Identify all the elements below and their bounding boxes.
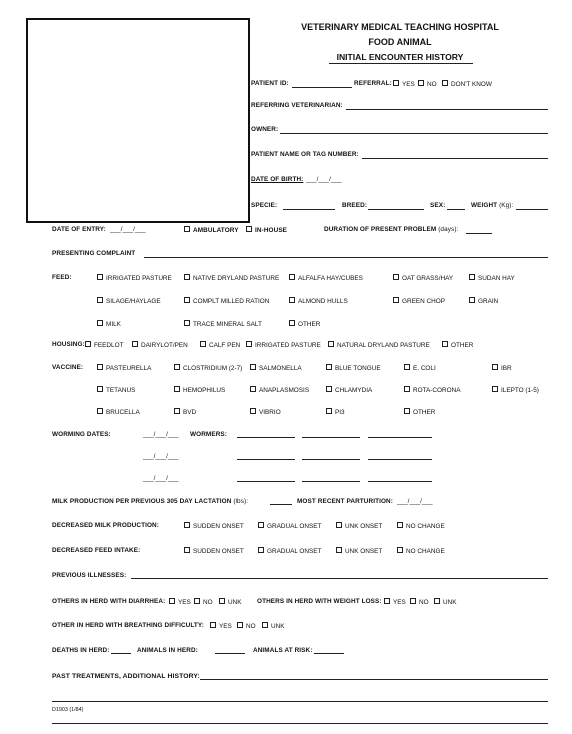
checkbox[interactable] bbox=[336, 547, 342, 553]
duration-label: DURATION OF PRESENT PROBLEM (days): bbox=[324, 226, 459, 233]
vaccine-option[interactable]: SALMONELLA bbox=[250, 364, 302, 372]
vaccine-option[interactable]: TETANUS bbox=[97, 386, 135, 394]
vaccine-option[interactable]: BVD bbox=[174, 408, 196, 416]
checkbox[interactable] bbox=[250, 386, 256, 392]
checkbox[interactable] bbox=[442, 341, 448, 347]
checkbox[interactable] bbox=[328, 341, 334, 347]
checkbox[interactable] bbox=[397, 547, 403, 553]
wormer-field[interactable] bbox=[302, 481, 360, 482]
form-code: D1903 (1/84) bbox=[52, 707, 84, 713]
housing-option[interactable]: NATURAL DRYLAND PASTURE bbox=[328, 341, 430, 349]
presenting-complaint-label: PRESENTING COMPLAINT bbox=[52, 250, 136, 257]
decreased-feed-option[interactable]: UNK ONSET bbox=[336, 547, 382, 555]
wormer-field[interactable] bbox=[368, 459, 432, 460]
checkbox[interactable] bbox=[97, 320, 103, 326]
vaccine-option[interactable]: CLOSTRIDIUM (2-7) bbox=[174, 364, 242, 372]
decreased-feed-option[interactable]: NO CHANGE bbox=[397, 547, 445, 555]
referral-no[interactable]: NO bbox=[418, 80, 437, 88]
wormer-field[interactable] bbox=[302, 437, 360, 438]
weight-loss-no[interactable]: NO bbox=[410, 598, 429, 606]
weight-loss-label: OTHERS IN HERD WITH WEIGHT LOSS: bbox=[257, 598, 382, 605]
breed-label: BREED: bbox=[342, 202, 368, 209]
feed-option[interactable]: IRRIGATED PASTURE bbox=[97, 274, 172, 282]
feed-option[interactable]: NATIVE DRYLAND PASTURE bbox=[184, 274, 279, 282]
breathing-yes[interactable]: YES bbox=[210, 622, 232, 630]
decreased-milk-option[interactable]: UNK ONSET bbox=[336, 522, 382, 530]
referral-yes[interactable]: YES bbox=[393, 80, 415, 88]
checkbox[interactable] bbox=[492, 364, 498, 370]
checkbox[interactable] bbox=[97, 386, 103, 392]
parturition-label: MOST RECENT PARTURITION: bbox=[297, 498, 394, 505]
diarrhea-yes[interactable]: YES bbox=[169, 598, 191, 606]
diarrhea-label: OTHERS IN HERD WITH DIARRHEA: bbox=[52, 598, 166, 605]
milk-production-field[interactable] bbox=[270, 504, 292, 505]
ambulatory-option[interactable]: AMBULATORY bbox=[184, 226, 239, 234]
weight-field[interactable] bbox=[516, 209, 548, 210]
checkbox[interactable] bbox=[200, 341, 206, 347]
wormer-field[interactable] bbox=[237, 437, 295, 438]
feed-option[interactable]: SILAGE/HAYLAGE bbox=[97, 297, 161, 305]
checkbox[interactable] bbox=[492, 386, 498, 392]
housing-option[interactable]: OTHER bbox=[442, 341, 473, 349]
past-treatments-label: PAST TREATMENTS, ADDITIONAL HISTORY: bbox=[52, 673, 200, 680]
checkbox[interactable] bbox=[326, 364, 332, 370]
name-tag-field[interactable] bbox=[362, 158, 548, 159]
breathing-no[interactable]: NO bbox=[237, 622, 256, 630]
feed-option[interactable]: GRAIN bbox=[469, 297, 498, 305]
checkbox[interactable] bbox=[184, 274, 190, 280]
hospital-title: VETERINARY MEDICAL TEACHING HOSPITAL bbox=[301, 22, 499, 32]
checkbox[interactable] bbox=[326, 386, 332, 392]
checkbox[interactable] bbox=[210, 622, 216, 628]
parturition-field[interactable]: ___/___/___ bbox=[397, 498, 433, 505]
diarrhea-no[interactable]: NO bbox=[194, 598, 213, 606]
wormer-field[interactable] bbox=[237, 481, 295, 482]
checkbox[interactable] bbox=[246, 226, 252, 232]
feed-label: FEED: bbox=[52, 274, 72, 281]
referring-vet-field[interactable] bbox=[346, 109, 548, 110]
vaccine-option[interactable]: PI3 bbox=[326, 408, 345, 416]
checkbox[interactable] bbox=[442, 80, 448, 86]
unit-title: FOOD ANIMAL bbox=[368, 37, 432, 47]
deaths-field[interactable] bbox=[111, 653, 131, 654]
form-title-underline bbox=[329, 63, 473, 64]
checkbox[interactable] bbox=[393, 297, 399, 303]
decreased-milk-option[interactable]: SUDDEN ONSET bbox=[184, 522, 244, 530]
duration-field[interactable] bbox=[466, 233, 492, 234]
patient-id-field[interactable] bbox=[292, 87, 352, 88]
feed-option[interactable]: MILK bbox=[97, 320, 121, 328]
animals-at-risk-field[interactable] bbox=[314, 653, 344, 654]
vaccine-option[interactable]: E. COLI bbox=[404, 364, 436, 372]
checkbox[interactable] bbox=[434, 598, 440, 604]
checkbox[interactable] bbox=[289, 297, 295, 303]
owner-field[interactable] bbox=[280, 133, 548, 134]
housing-option[interactable]: CALF PEN bbox=[200, 341, 240, 349]
feed-option[interactable]: SUDAN HAY bbox=[469, 274, 515, 282]
breed-field[interactable] bbox=[368, 209, 424, 210]
worming-date-field[interactable]: ___/___/___ bbox=[143, 431, 179, 438]
checkbox[interactable] bbox=[336, 522, 342, 528]
vaccine-option[interactable]: IBR bbox=[492, 364, 512, 372]
dob-field[interactable]: ___/___/___ bbox=[306, 176, 342, 183]
checkbox[interactable] bbox=[469, 297, 475, 303]
decreased-milk-option[interactable]: NO CHANGE bbox=[397, 522, 445, 530]
vaccine-option[interactable]: OTHER bbox=[404, 408, 435, 416]
checkbox[interactable] bbox=[97, 364, 103, 370]
feed-option[interactable]: ALMOND HULLS bbox=[289, 297, 348, 305]
wormer-field[interactable] bbox=[302, 459, 360, 460]
decreased-milk-option[interactable]: GRADUAL ONSET bbox=[258, 522, 321, 530]
name-tag-label: PATIENT NAME OR TAG NUMBER: bbox=[251, 151, 359, 158]
checkbox[interactable] bbox=[184, 297, 190, 303]
housing-label: HOUSING: bbox=[52, 341, 85, 348]
checkbox[interactable] bbox=[85, 341, 91, 347]
patient-id-label: PATIENT ID: bbox=[251, 80, 289, 87]
checkbox[interactable] bbox=[418, 80, 424, 86]
animals-at-risk-label: ANIMALS AT RISK: bbox=[253, 647, 313, 654]
decreased-milk-label: DECREASED MILK PRODUCTION: bbox=[52, 522, 159, 529]
checkbox[interactable] bbox=[404, 408, 410, 414]
decreased-feed-label: DECREASED FEED INTAKE: bbox=[52, 547, 141, 554]
date-of-entry-label: DATE OF ENTRY: bbox=[52, 226, 106, 233]
sex-label: SEX: bbox=[430, 202, 446, 209]
vaccine-option[interactable]: ROTA-CORONA bbox=[404, 386, 460, 394]
vaccine-option[interactable]: BLUE TONGUE bbox=[326, 364, 381, 372]
checkbox[interactable] bbox=[174, 408, 180, 414]
checkbox[interactable] bbox=[174, 364, 180, 370]
wormer-field[interactable] bbox=[237, 459, 295, 460]
checkbox[interactable] bbox=[258, 522, 264, 528]
vaccine-option[interactable]: BRUCELLA bbox=[97, 408, 140, 416]
checkbox[interactable] bbox=[219, 598, 225, 604]
referral-dont-know[interactable]: DON'T KNOW bbox=[442, 80, 492, 88]
checkbox[interactable] bbox=[384, 598, 390, 604]
weight-loss-unk[interactable]: UNK bbox=[434, 598, 457, 606]
wormer-field[interactable] bbox=[368, 437, 432, 438]
feed-option[interactable]: ALFALFA HAY/CUBES bbox=[289, 274, 363, 282]
housing-option[interactable]: IRRIGATED PASTURE bbox=[246, 341, 321, 349]
sex-field[interactable] bbox=[447, 209, 465, 210]
vaccine-option[interactable]: HEMOPHILUS bbox=[174, 386, 225, 394]
checkbox[interactable] bbox=[184, 522, 190, 528]
checkbox[interactable] bbox=[97, 408, 103, 414]
checkbox[interactable] bbox=[132, 341, 138, 347]
checkbox[interactable] bbox=[184, 320, 190, 326]
vaccine-option[interactable]: ILEPTO (1-5) bbox=[492, 386, 539, 394]
weight-label: WEIGHT (Kg): bbox=[471, 202, 514, 209]
milk-production-label: MILK PRODUCTION PER PREVIOUS 305 DAY LACTATION (lbs): bbox=[52, 498, 249, 505]
feed-option[interactable]: OTHER bbox=[289, 320, 320, 328]
deaths-label: DEATHS IN HERD: bbox=[52, 647, 110, 654]
weight-loss-yes[interactable]: YES bbox=[384, 598, 406, 606]
feed-option[interactable]: COMPLT MILLED RATION bbox=[184, 297, 269, 305]
checkbox[interactable] bbox=[393, 80, 399, 86]
photo-box bbox=[26, 18, 250, 223]
referring-vet-label: REFERRING VETERINARIAN: bbox=[251, 102, 343, 109]
checkbox[interactable] bbox=[326, 408, 332, 414]
checkbox[interactable] bbox=[184, 547, 190, 553]
checkbox[interactable] bbox=[246, 341, 252, 347]
checkbox[interactable] bbox=[258, 547, 264, 553]
checkbox[interactable] bbox=[404, 386, 410, 392]
presenting-complaint-field[interactable] bbox=[144, 257, 548, 258]
in-house-option[interactable]: IN-HOUSE bbox=[246, 226, 287, 234]
dob-label: DATE OF BIRTH: bbox=[251, 176, 304, 183]
past-treatments-line-2[interactable] bbox=[52, 701, 548, 702]
housing-option[interactable]: DAIRYLOT/PEN bbox=[132, 341, 188, 349]
vaccine-option[interactable]: ANAPLASMOSIS bbox=[250, 386, 309, 394]
worming-date-field[interactable]: ___/___/___ bbox=[143, 453, 179, 460]
specie-label: SPECIE: bbox=[251, 202, 278, 209]
referral-label: REFERRAL: bbox=[354, 80, 392, 87]
checkbox[interactable] bbox=[262, 622, 268, 628]
housing-option[interactable]: FEEDLOT bbox=[85, 341, 123, 349]
checkbox[interactable] bbox=[397, 522, 403, 528]
feed-option[interactable]: TRACE MINERAL SALT bbox=[184, 320, 262, 328]
breathing-unk[interactable]: UNK bbox=[262, 622, 285, 630]
checkbox[interactable] bbox=[169, 598, 175, 604]
checkbox[interactable] bbox=[410, 598, 416, 604]
feed-option[interactable]: GREEN CHOP bbox=[393, 297, 445, 305]
date-of-entry-field[interactable]: ___/___/___ bbox=[110, 226, 146, 233]
checkbox[interactable] bbox=[404, 364, 410, 370]
wormer-field[interactable] bbox=[368, 481, 432, 482]
owner-label: OWNER: bbox=[251, 126, 279, 133]
checkbox[interactable] bbox=[174, 386, 180, 392]
bottom-rule bbox=[52, 723, 548, 724]
specie-field[interactable] bbox=[283, 209, 335, 210]
previous-illnesses-label: PREVIOUS ILLNESSES: bbox=[52, 572, 127, 579]
decreased-feed-option[interactable]: GRADUAL ONSET bbox=[258, 547, 321, 555]
wormers-label: WORMERS: bbox=[190, 431, 228, 438]
vaccine-option[interactable]: CHLAMYDIA bbox=[326, 386, 372, 394]
checkbox[interactable] bbox=[237, 622, 243, 628]
vaccine-option[interactable]: VIBRIO bbox=[250, 408, 281, 416]
checkbox[interactable] bbox=[250, 364, 256, 370]
checkbox[interactable] bbox=[469, 274, 475, 280]
checkbox[interactable] bbox=[97, 297, 103, 303]
vaccine-option[interactable]: PASTEURELLA bbox=[97, 364, 151, 372]
past-treatments-field[interactable] bbox=[200, 679, 548, 680]
checkbox[interactable] bbox=[289, 274, 295, 280]
checkbox[interactable] bbox=[289, 320, 295, 326]
previous-illnesses-field[interactable] bbox=[131, 578, 548, 579]
vaccine-label: VACCINE: bbox=[52, 364, 84, 371]
animals-in-herd-label: ANIMALS IN HERD: bbox=[137, 647, 198, 654]
diarrhea-unk[interactable]: UNK bbox=[219, 598, 242, 606]
checkbox[interactable] bbox=[194, 598, 200, 604]
animals-in-herd-field[interactable] bbox=[215, 653, 245, 654]
checkbox[interactable] bbox=[184, 226, 190, 232]
feed-option[interactable]: OAT GRASS/HAY bbox=[393, 274, 453, 282]
form-title: INITIAL ENCOUNTER HISTORY bbox=[336, 52, 464, 62]
breathing-label: OTHER IN HERD WITH BREATHING DIFFICULTY: bbox=[52, 622, 205, 629]
worming-date-field[interactable]: ___/___/___ bbox=[143, 475, 179, 482]
checkbox[interactable] bbox=[97, 274, 103, 280]
worming-dates-label: WORMING DATES: bbox=[52, 431, 111, 438]
checkbox[interactable] bbox=[393, 274, 399, 280]
checkbox[interactable] bbox=[250, 408, 256, 414]
decreased-feed-option[interactable]: SUDDEN ONSET bbox=[184, 547, 244, 555]
